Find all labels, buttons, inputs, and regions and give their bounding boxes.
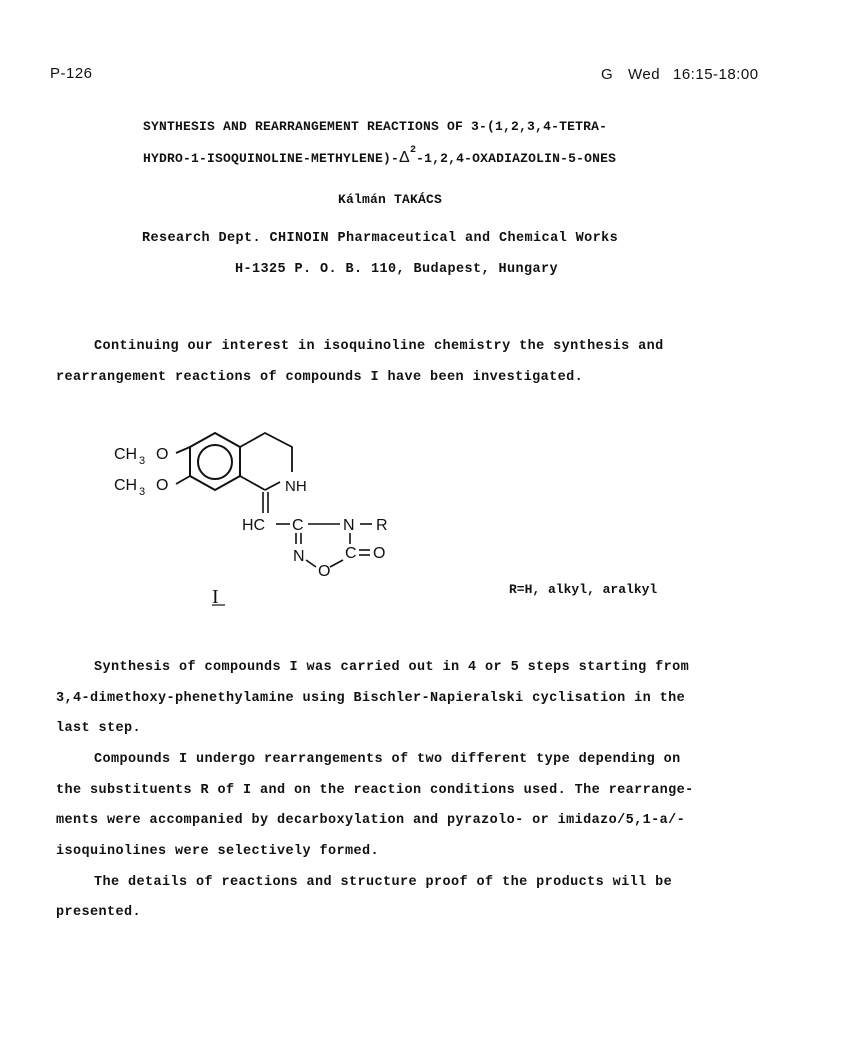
n-r-label: N (343, 517, 355, 534)
abstract-code: P-126 (50, 65, 93, 82)
para2-line-2: the substituents R of I and on the reaction conditions used. The rearrange- (56, 783, 694, 798)
methoxy-bottom-sub: 3 (139, 486, 146, 498)
methoxy-bottom-ch: CH (114, 477, 138, 494)
ring-bond-c1 (240, 476, 265, 490)
o-ring-label: O (318, 563, 331, 580)
chemical-structure (100, 420, 420, 620)
nh-label: NH (285, 478, 307, 495)
bond-n-o (306, 560, 316, 567)
para1-line-1: Synthesis of compounds I was carried out in 4 or 5 steps starting from (94, 660, 690, 675)
r-definition: R=H, alkyl, aralkyl (509, 582, 658, 597)
methoxy-top-sub: 3 (139, 455, 146, 467)
affiliation-line-1: Research Dept. CHINOIN Pharmaceutical and Chemical Works (142, 231, 619, 246)
delta-symbol: Δ (399, 149, 410, 166)
para3-line-2: presented. (56, 905, 142, 920)
methoxy-bond-bottom (176, 476, 190, 484)
hc-label: HC (242, 517, 266, 534)
bond-o-c (330, 560, 343, 567)
title-line-2 (143, 145, 617, 167)
compound-label: I (212, 586, 219, 608)
author: Kálmán TAKÁCS (338, 192, 443, 207)
c-carbonyl-label: C (345, 545, 357, 562)
title-line-2-start: HYDRO-1-ISOQUINOLINE-METHYLENE)- (143, 151, 400, 166)
methoxy-bond-top (176, 447, 190, 453)
n-ring-label: N (293, 548, 305, 565)
methoxy-bottom-o: O (156, 477, 169, 494)
r-label: R (376, 517, 388, 534)
title-line-1: SYNTHESIS AND REARRANGEMENT REACTIONS OF 3-(1,2,3,4-TETRA- (143, 119, 608, 134)
para1-line-3: last step. (56, 721, 142, 736)
methoxy-top-o: O (156, 446, 169, 463)
session-label: G (601, 66, 614, 83)
methoxy-top-ch: CH (114, 446, 138, 463)
title-line-2-end: -1,2,4-OXADIAZOLIN-5-ONES (416, 151, 617, 166)
c-link-label: C (292, 517, 304, 534)
aromatic-circle (198, 445, 232, 479)
session-time: 16:15-18:00 (673, 66, 759, 83)
para3-line-1: The details of reactions and structure proof of the products will be (94, 875, 673, 890)
session-day: Wed (628, 66, 661, 83)
intro-line-1: Continuing our interest in isoquinoline chemistry the synthesis and (94, 339, 664, 354)
affiliation-line-2: H-1325 P. O. B. 110, Budapest, Hungary (235, 262, 559, 277)
intro-line-2: rearrangement reactions of compounds I have been investigated. (56, 370, 584, 385)
para2-line-4: isoquinolines were selectively formed. (56, 844, 380, 859)
ring-bond-nh (265, 482, 280, 490)
o-carbonyl-label: O (373, 545, 386, 562)
para2-line-3: ments were accompanied by decarboxylation and pyrazolo- or imidazo/5,1-a/- (56, 813, 686, 828)
para1-line-2: 3,4-dimethoxy-phenethylamine using Bischler-Napieralski cyclisation in the (56, 691, 686, 706)
saturated-ring-upper (240, 433, 292, 472)
para2-line-1: Compounds I undergo rearrangements of two different type depending on (94, 752, 681, 767)
delta-superscript: 2 (409, 145, 417, 156)
